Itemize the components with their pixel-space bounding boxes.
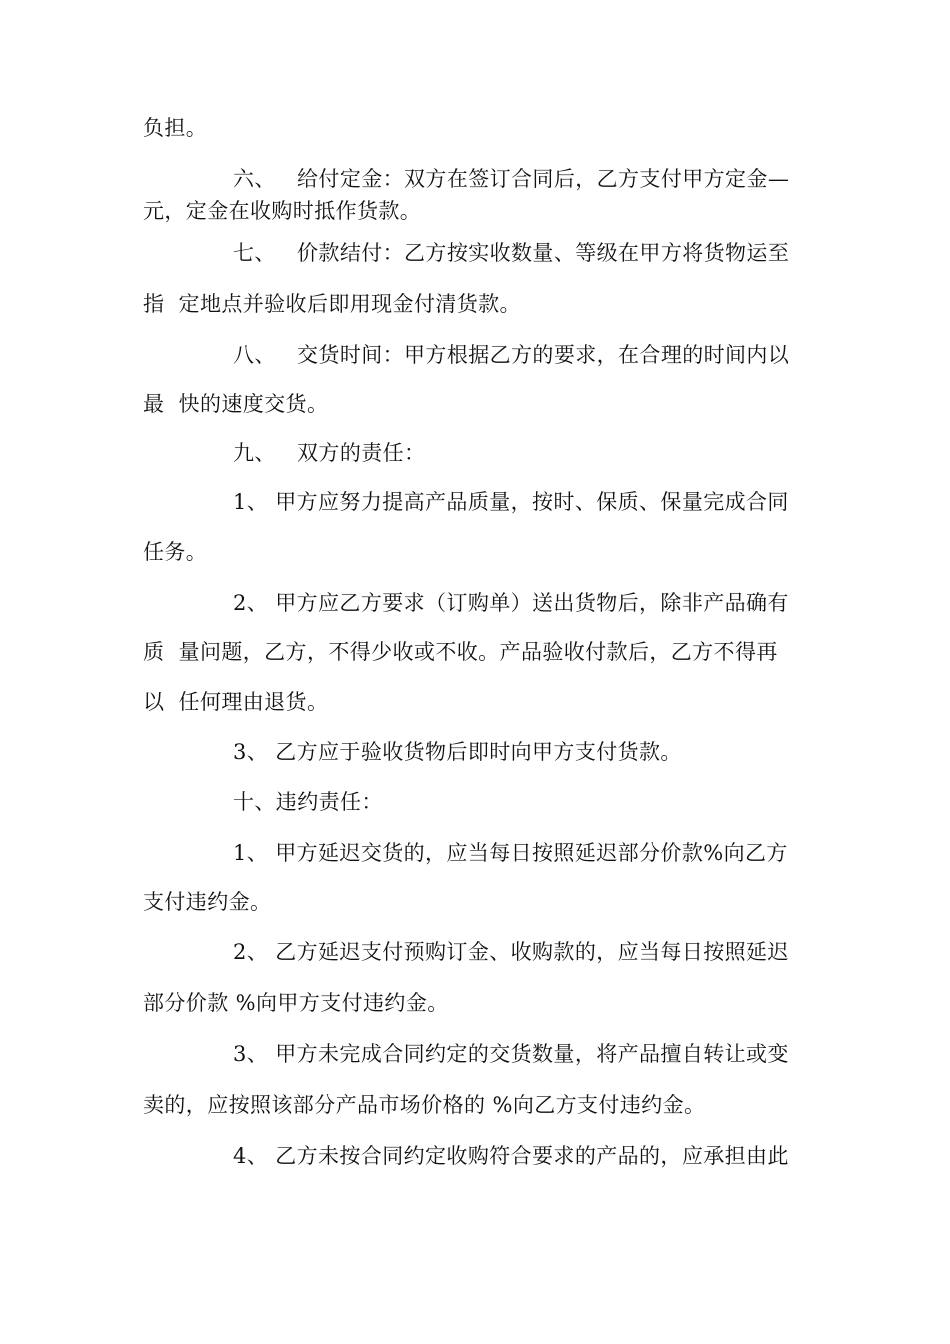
text-line: 九、 双方的责任： bbox=[233, 441, 426, 465]
text-line: 任务。 bbox=[143, 540, 208, 564]
text-line: 元，定金在收购时抵作货款。 bbox=[143, 199, 422, 223]
text-line: 3、 乙方应于验收货物后即时向甲方支付货款。 bbox=[233, 740, 682, 764]
text-line: 质 量问题，乙方，不得少收或不收。产品验收付款后，乙方不得再 bbox=[143, 640, 778, 664]
text-line: 最 快的速度交货。 bbox=[143, 392, 329, 416]
text-line: 1、 甲方延迟交货的，应当每日按照延迟部分价款%向乙方 bbox=[233, 841, 788, 865]
text-line: 2、 甲方应乙方要求（订购单）送出货物后，除非产品确有 bbox=[233, 591, 789, 615]
text-line: 卖的，应按照该部分产品市场价格的 %向乙方支付违约金。 bbox=[143, 1093, 706, 1117]
text-line: 指 定地点并验收后即用现金付清货款。 bbox=[143, 292, 521, 316]
text-line: 负担。 bbox=[143, 116, 208, 140]
text-line: 六、 给付定金：双方在签订合同后，乙方支付甲方定金— bbox=[233, 167, 790, 191]
text-line: 以 任何理由退货。 bbox=[143, 690, 329, 714]
text-line: 十、违约责任： bbox=[233, 790, 383, 814]
text-line: 部分价款 %向甲方支付违约金。 bbox=[143, 991, 449, 1015]
text-line: 1、 甲方应努力提高产品质量，按时、保质、保量完成合同 bbox=[233, 490, 789, 514]
text-line: 3、 甲方未完成合同约定的交货数量，将产品擅自转让或变 bbox=[233, 1042, 789, 1066]
text-line: 2、 乙方延迟支付预购订金、收购款的，应当每日按照延迟 bbox=[233, 940, 789, 964]
text-line: 七、 价款结付：乙方按实收数量、等级在甲方将货物运至 bbox=[233, 241, 790, 265]
text-line: 4、 乙方未按合同约定收购符合要求的产品的，应承担由此 bbox=[233, 1144, 789, 1168]
text-line: 支付违约金。 bbox=[143, 890, 272, 914]
text-line: 八、 交货时间：甲方根据乙方的要求，在合理的时间内以 bbox=[233, 343, 790, 367]
